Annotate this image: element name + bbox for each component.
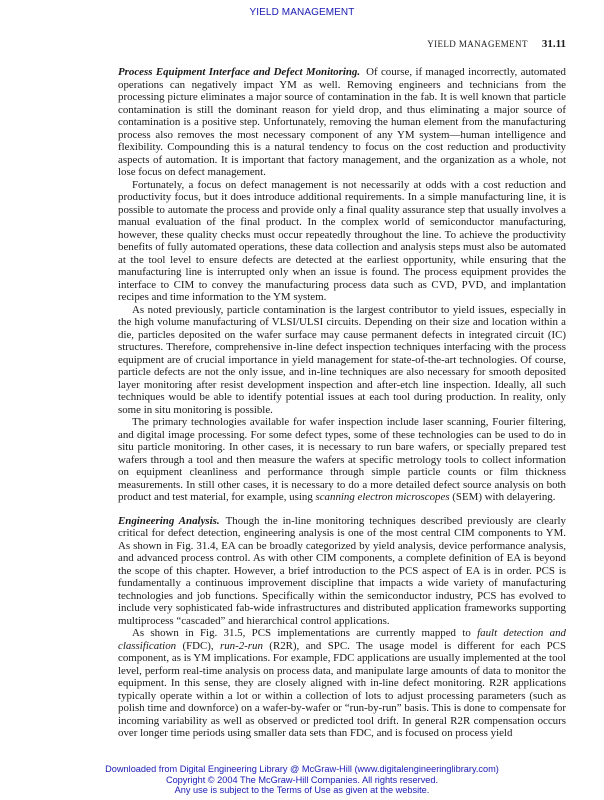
running-head <box>118 38 566 50</box>
body-text <box>118 66 566 740</box>
paragraph-text: The primary technologies available for wafer inspection include laser scanning, Fourier filtering, and digital image processing. For some defect types, some of these technologies can be used to do in situ particle monitoring. In other cases, it is necessary to run bare wafers, or specially prepared test wafers through a tool and then measure the wafers at specific metrology tools to collect information on equipment cleanliness and performance through simple particle counts or film thickness measurements. In still other cases, it is necessary to do a more detailed defect source analysis on both product and test material, for example, using <box>118 416 566 503</box>
emphasis-term: run-2-run <box>219 639 263 652</box>
terms-link[interactable]: Any use is subject to the Terms of Use as given at the website. <box>174 785 430 795</box>
section-paragraph <box>118 66 566 179</box>
source-link[interactable]: Downloaded from Digital Engineering Library @ McGraw-Hill (www.digitalengineeringlibrary.com) <box>105 764 499 774</box>
running-head-title: YIELD MANAGEMENT <box>427 39 528 49</box>
paragraph-text: Though the in-line monitoring techniques described previously are clearly critical for defect detection, engineering analysis is one of the most central CIM components to YM. As shown in Fig. 31.4, EA can be broadly categorized by yield analysis, device performance analysis, and advanced process control. As with other CIM components, a complete definition of EA is beyond the scope of this chapter. However, a brief introduction to the PCS aspect of EA is in order. PCS is fundamentally a continuous improvement discipline that impacts a wide variety of manufacturing technologies and job functions. Specifically within the semiconductor industry, PCS has evolved to include very sophisticated fab-wide infrastructures and distributed application frameworks supporting multiprocess “cascaded” and hierarchical control applications. <box>118 514 566 627</box>
emphasis-term: scanning electron microscopes <box>315 491 450 503</box>
section-heading: Process Equipment Interface and Defect Monitoring. <box>118 66 361 78</box>
download-footer <box>0 764 604 796</box>
copyright-line: Copyright © 2004 The McGraw-Hill Companies. All rights reserved. <box>165 774 439 785</box>
paragraph-text: (R2R), and SPC. The usage model is different for each PCS component, as is YM implications. For example, FDC applications are usually implemented at the tool level, perform real-time analysis on process data, and manipulate large amounts of data to monitor the equipment. In this sense, they are closely aligned with in-line defect monitoring. R2R applications typically operate within a lot or within a collection of lots to adjust processing parameters (such as polish time and downforce) on a wafer-by-wafer or “run-by-run” basis. This is done to compensate for incoming variability as well as observed or predicted tool drift. In general R2R compensation occurs over longer time periods using smaller data sets than FDC, and is focused on process yield <box>118 639 567 739</box>
paragraph: Fortunately, a focus on defect management is not necessarily at odds with a cost reduction and productivity focus, but it does introduce additional requirements. In a simple manufacturing line, it is possible to automate the process and provide only a final quality assurance step that usually involves a manual evaluation of the final product. In the complex world of semiconductor manufacturing, however, these quality checks must occur repeatedly throughout the line. To achieve the productivity benefits of fully automated operations, these data collection and analysis steps must also be automated at the tool level to ensure defects are detected at the earliest opportunity, while ensuring that the manufacturing line is interrupted only when an issue is found. The process equipment provides the interface to CIM to convey the manufacturing process data such as CVD, PVD, and implantation recipes and time information to the YM system. <box>118 178 566 303</box>
paragraph <box>118 416 566 504</box>
section-heading: Engineering Analysis. <box>118 514 220 527</box>
paragraph-text: Of course, if managed incorrectly, automated operations can negatively impact YM as well. Removing engineers and technicians from the processing picture eliminates a major source of contamination in the fab. It is well known that particle contamination is still the dominant reason for yield drop, and thus eliminating a major source of contamination is a positive step. Unfortunately, removing the human element from the manufacturing process also removes the most necessary component of any YM system—human intelligence and flexibility. Compounding this is a natural tendency to focus on the cost reduction and productivity aspects of automation. It is important that factory management, and the organization as a whole, not lose focus on defect management. <box>118 66 566 178</box>
section-paragraph <box>118 515 566 628</box>
paragraph <box>118 627 566 740</box>
paragraph-text: (FDC), <box>176 639 220 652</box>
page-banner: YIELD MANAGEMENT <box>249 7 355 18</box>
paragraph: As noted previously, particle contamination is the largest contributor to yield issues, especially in the high volume manufacturing of VLSI/ULSI circuits. Depending on their size and location within a die, particles deposited on the wafer surface may cause permanent defects in integrated circuit (IC) structures. Therefore, comprehensive in-line defect inspection techniques interfacing with the process equipment are of crucial importance in yield management for state-of-the-art technologies. Of course, particle defects are not the only issue, and in-line techniques are also necessary for smooth deposited layer monitoring after resist development inspection and after-etch line inspection. Ideally, all such techniques would be able to identify potential issues at each tool during production. In reality, only some in situ monitoring is possible. <box>118 303 566 416</box>
page-number: 31.11 <box>541 38 566 50</box>
paragraph-text: As shown in Fig. 31.5, PCS implementations are currently mapped to <box>132 627 478 639</box>
emphasis-term: fault detection and classification <box>118 627 566 652</box>
paragraph-text: (SEM) with delayering. <box>449 491 556 503</box>
